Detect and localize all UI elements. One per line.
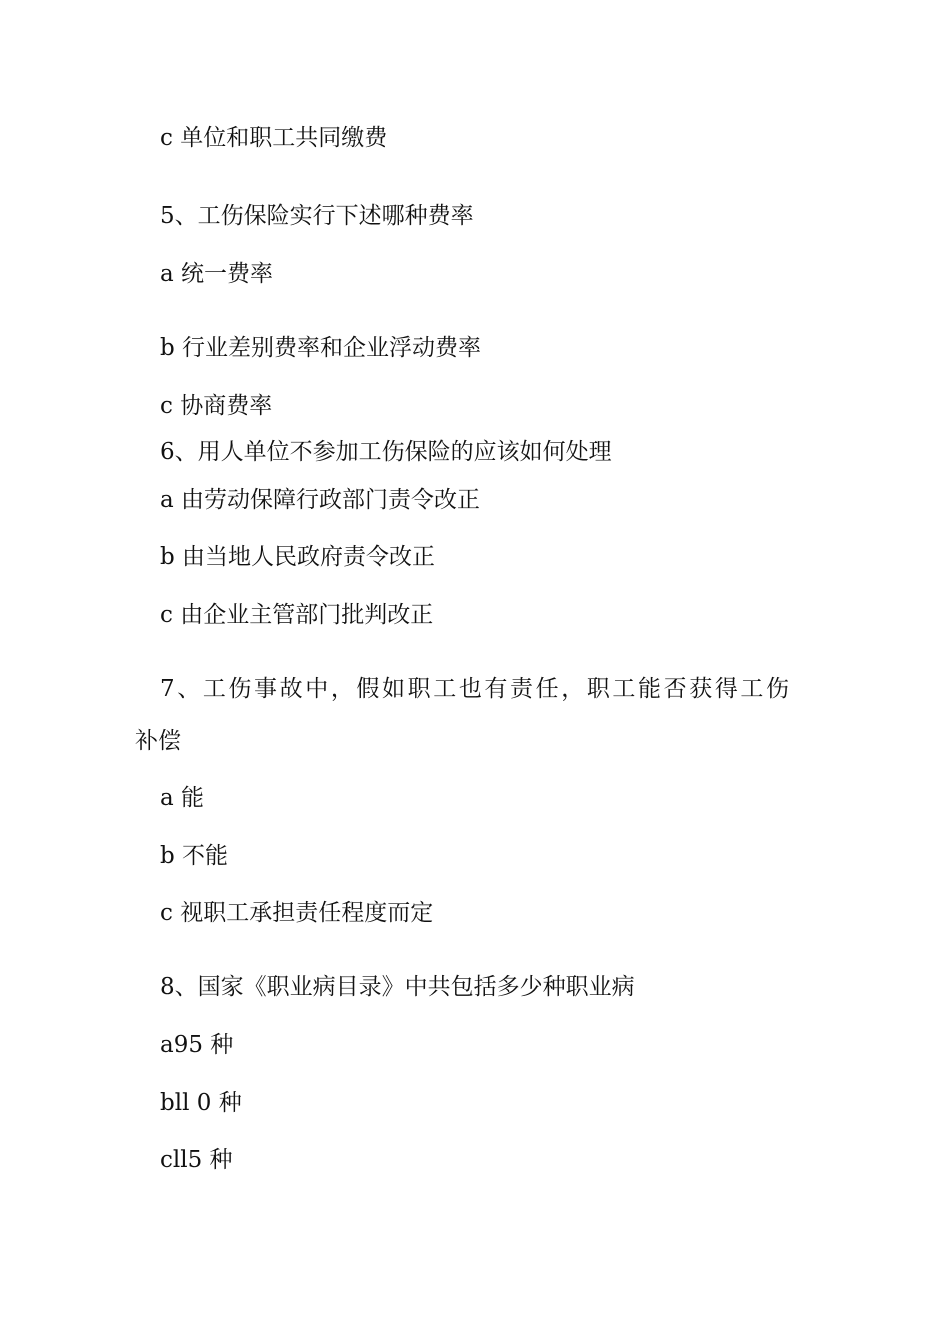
question-5: 5、工伤保险实行下述哪种费率 [160, 203, 474, 229]
question-7-continued: 补偿 [135, 728, 181, 754]
q7-option-c: c 视职工承担责任程度而定 [160, 900, 434, 926]
q8-option-a: a95 种 [160, 1032, 234, 1058]
question-6: 6、用人单位不参加工伤保险的应该如何处理 [160, 439, 612, 465]
q6-option-c: c 由企业主管部门批判改正 [160, 602, 434, 628]
q8-option-b: bll 0 种 [160, 1090, 242, 1116]
question-8: 8、国家《职业病目录》中共包括多少种职业病 [160, 974, 635, 1000]
q7-option-a: a 能 [160, 785, 205, 811]
q5-option-b: b 行业差别费率和企业浮动费率 [160, 335, 482, 361]
q5-option-c: c 协商费率 [160, 393, 273, 419]
question-7: 7、工伤事故中，假如职工也有责任，职工能否获得工伤 [160, 676, 792, 702]
q7-option-b: b 不能 [160, 843, 229, 869]
q6-option-a: a 由劳动保障行政部门责令改正 [160, 487, 481, 513]
q4-option-c: c 单位和职工共同缴费 [160, 125, 388, 151]
q6-option-b: b 由当地人民政府责令改正 [160, 544, 436, 570]
q5-option-a: a 统一费率 [160, 261, 274, 287]
q8-option-c: cll5 种 [160, 1147, 233, 1173]
